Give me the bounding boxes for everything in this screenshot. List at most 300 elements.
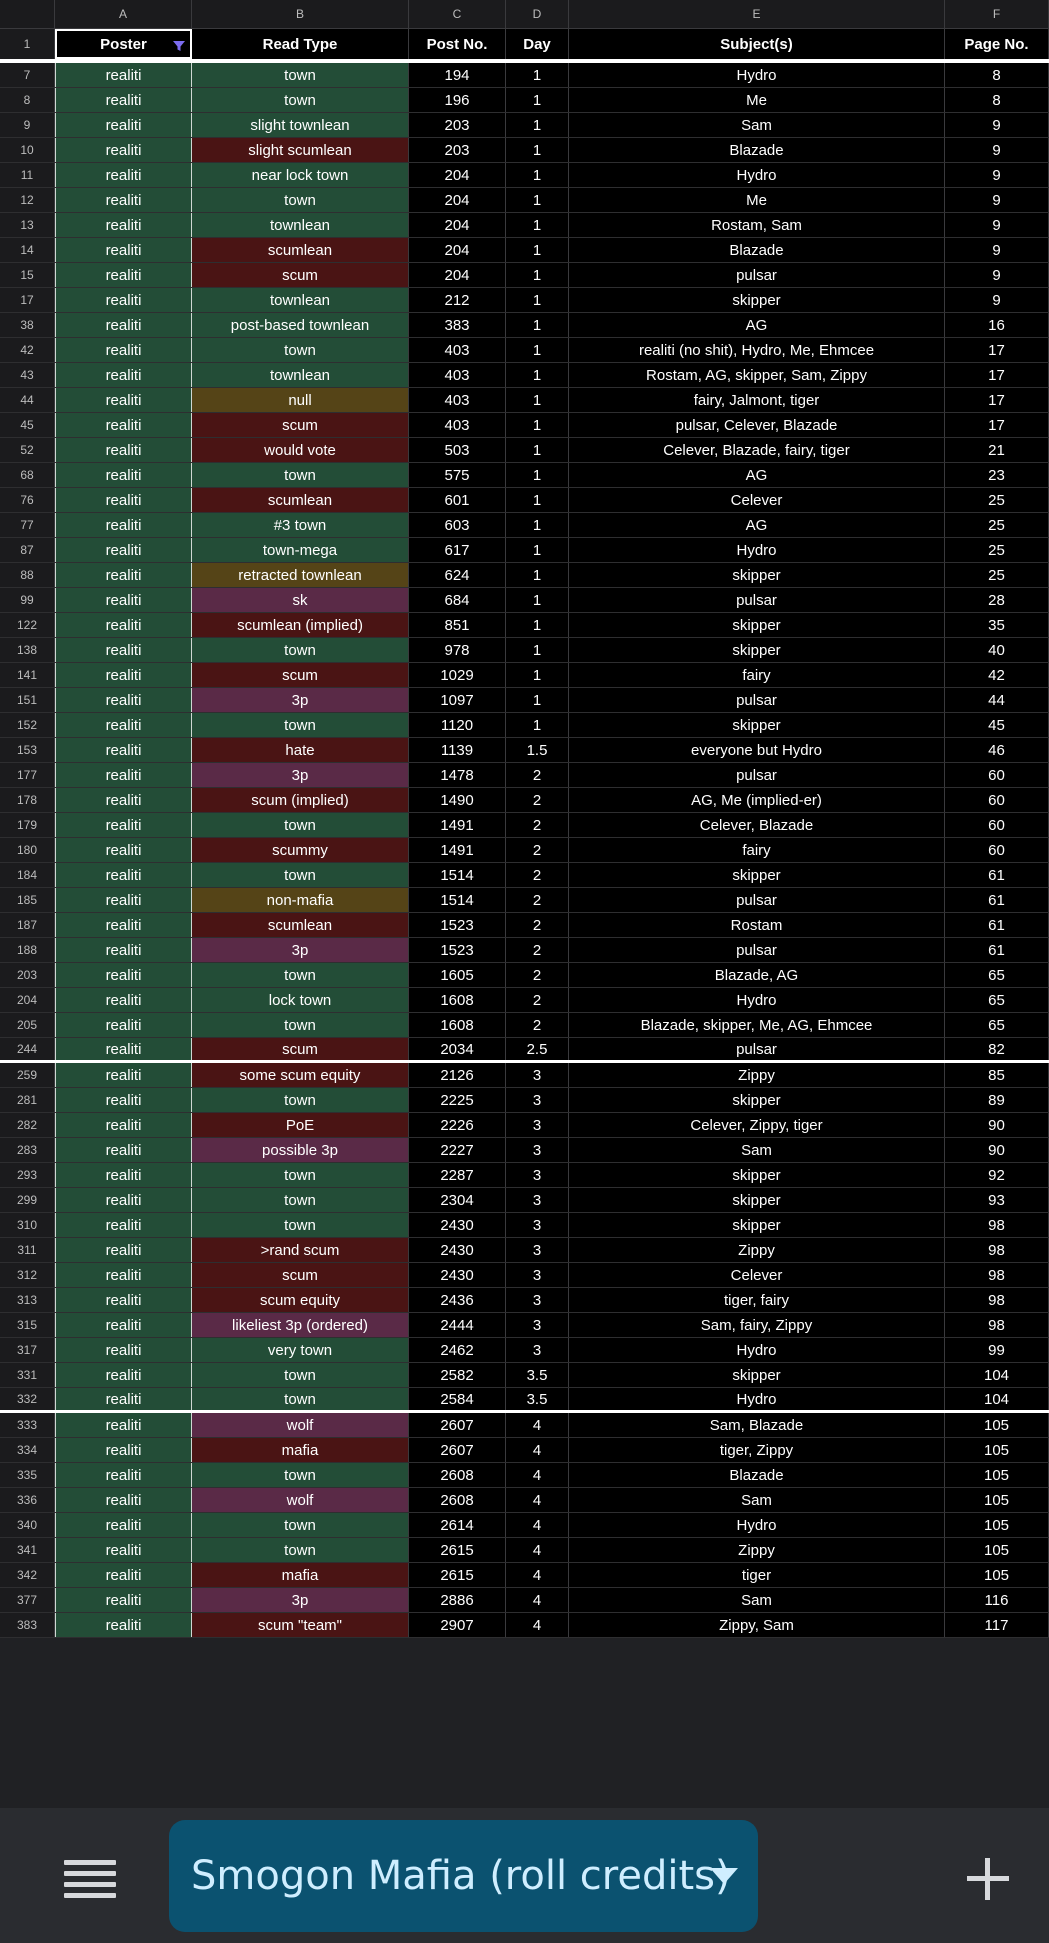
cell-poster[interactable]: realiti xyxy=(55,188,192,212)
cell-day[interactable]: 3 xyxy=(506,1238,569,1262)
cell-poster[interactable]: realiti xyxy=(55,1313,192,1337)
cell-poster[interactable]: realiti xyxy=(55,513,192,537)
sheet-tab[interactable] xyxy=(169,1820,758,1932)
cell-day[interactable]: 4 xyxy=(506,1488,569,1512)
cell-read-type[interactable]: non-mafia xyxy=(192,888,409,912)
cell-poster[interactable]: realiti xyxy=(55,113,192,137)
cell-subjects[interactable]: Blazade xyxy=(569,1463,945,1487)
row-number[interactable]: 152 xyxy=(0,713,55,737)
cell-read-type[interactable]: town xyxy=(192,863,409,887)
cell-day[interactable]: 1 xyxy=(506,488,569,512)
cell-read-type[interactable]: scum xyxy=(192,663,409,687)
cell-day[interactable]: 1 xyxy=(506,338,569,362)
cell-day[interactable]: 4 xyxy=(506,1513,569,1537)
cell-read-type[interactable]: 3p xyxy=(192,1588,409,1612)
cell-page-no[interactable]: 98 xyxy=(945,1238,1049,1262)
cell-page-no[interactable]: 25 xyxy=(945,488,1049,512)
cell-subjects[interactable]: Me xyxy=(569,88,945,112)
cell-day[interactable]: 1.5 xyxy=(506,738,569,762)
cell-poster[interactable]: realiti xyxy=(55,1588,192,1612)
cell-post-no[interactable]: 851 xyxy=(409,613,506,637)
row-number[interactable]: 299 xyxy=(0,1188,55,1212)
cell-page-no[interactable]: 9 xyxy=(945,238,1049,262)
cell-read-type[interactable]: 3p xyxy=(192,938,409,962)
row-number[interactable]: 179 xyxy=(0,813,55,837)
cell-post-no[interactable]: 2226 xyxy=(409,1113,506,1137)
cell-poster[interactable]: realiti xyxy=(55,438,192,462)
cell-page-no[interactable]: 25 xyxy=(945,513,1049,537)
cell-poster[interactable]: realiti xyxy=(55,1413,192,1437)
cell-read-type[interactable]: town xyxy=(192,813,409,837)
cell-page-no[interactable]: 40 xyxy=(945,638,1049,662)
cell-post-no[interactable]: 2907 xyxy=(409,1613,506,1637)
row-number[interactable]: 188 xyxy=(0,938,55,962)
cell-page-no[interactable]: 98 xyxy=(945,1288,1049,1312)
column-letter-b[interactable]: B xyxy=(192,0,409,28)
cell-post-no[interactable]: 2430 xyxy=(409,1238,506,1262)
cell-poster[interactable]: realiti xyxy=(55,813,192,837)
cell-day[interactable]: 1 xyxy=(506,538,569,562)
cell-subjects[interactable]: tiger, fairy xyxy=(569,1288,945,1312)
cell-post-no[interactable]: 1514 xyxy=(409,888,506,912)
cell-day[interactable]: 2 xyxy=(506,938,569,962)
cell-page-no[interactable]: 17 xyxy=(945,338,1049,362)
cell-day[interactable]: 3 xyxy=(506,1288,569,1312)
cell-post-no[interactable]: 1120 xyxy=(409,713,506,737)
cell-page-no[interactable]: 65 xyxy=(945,988,1049,1012)
cell-page-no[interactable]: 16 xyxy=(945,313,1049,337)
cell-read-type[interactable]: very town xyxy=(192,1338,409,1362)
cell-day[interactable]: 4 xyxy=(506,1538,569,1562)
cell-post-no[interactable]: 1523 xyxy=(409,938,506,962)
cell-poster[interactable]: realiti xyxy=(55,913,192,937)
cell-read-type[interactable]: #3 town xyxy=(192,513,409,537)
cell-post-no[interactable]: 204 xyxy=(409,263,506,287)
row-number[interactable]: 259 xyxy=(0,1063,55,1087)
cell-post-no[interactable]: 2608 xyxy=(409,1463,506,1487)
cell-subjects[interactable]: pulsar xyxy=(569,763,945,787)
cell-read-type[interactable]: town xyxy=(192,338,409,362)
cell-poster[interactable]: realiti xyxy=(55,1213,192,1237)
cell-day[interactable]: 4 xyxy=(506,1563,569,1587)
cell-poster[interactable]: realiti xyxy=(55,1613,192,1637)
cell-subjects[interactable]: Hydro xyxy=(569,1513,945,1537)
cell-post-no[interactable]: 624 xyxy=(409,563,506,587)
cell-subjects[interactable]: pulsar xyxy=(569,588,945,612)
cell-day[interactable]: 2 xyxy=(506,988,569,1012)
cell-subjects[interactable]: Sam xyxy=(569,113,945,137)
row-number[interactable]: 180 xyxy=(0,838,55,862)
cell-day[interactable]: 4 xyxy=(506,1613,569,1637)
cell-subjects[interactable]: tiger, Zippy xyxy=(569,1438,945,1462)
cell-subjects[interactable]: Rostam xyxy=(569,913,945,937)
cell-post-no[interactable]: 203 xyxy=(409,138,506,162)
row-number[interactable]: 383 xyxy=(0,1613,55,1637)
cell-day[interactable]: 2 xyxy=(506,763,569,787)
cell-subjects[interactable]: Zippy, Sam xyxy=(569,1613,945,1637)
cell-read-type[interactable]: possible 3p xyxy=(192,1138,409,1162)
filter-icon[interactable] xyxy=(172,39,186,53)
cell-page-no[interactable]: 17 xyxy=(945,388,1049,412)
cell-post-no[interactable]: 2582 xyxy=(409,1363,506,1387)
cell-poster[interactable]: realiti xyxy=(55,1538,192,1562)
cell-read-type[interactable]: town xyxy=(192,963,409,987)
cell-poster[interactable]: realiti xyxy=(55,1463,192,1487)
cell-day[interactable]: 1 xyxy=(506,613,569,637)
cell-read-type[interactable]: scum (implied) xyxy=(192,788,409,812)
cell-page-no[interactable]: 8 xyxy=(945,88,1049,112)
cell-poster[interactable]: realiti xyxy=(55,1288,192,1312)
cell-page-no[interactable]: 9 xyxy=(945,163,1049,187)
row-number[interactable]: 76 xyxy=(0,488,55,512)
cell-day[interactable]: 3.5 xyxy=(506,1388,569,1410)
cell-day[interactable]: 4 xyxy=(506,1588,569,1612)
cell-page-no[interactable]: 28 xyxy=(945,588,1049,612)
cell-subjects[interactable]: AG, Me (implied-er) xyxy=(569,788,945,812)
cell-day[interactable]: 3 xyxy=(506,1113,569,1137)
cell-page-no[interactable]: 46 xyxy=(945,738,1049,762)
cell-page-no[interactable]: 98 xyxy=(945,1263,1049,1287)
row-number[interactable]: 342 xyxy=(0,1563,55,1587)
cell-read-type[interactable]: some scum equity xyxy=(192,1063,409,1087)
cell-page-no[interactable]: 60 xyxy=(945,813,1049,837)
header-subjects[interactable]: Subject(s) xyxy=(569,29,945,59)
cell-day[interactable]: 1 xyxy=(506,163,569,187)
cell-page-no[interactable]: 9 xyxy=(945,188,1049,212)
cell-read-type[interactable]: town xyxy=(192,88,409,112)
cell-subjects[interactable]: skipper xyxy=(569,613,945,637)
cell-page-no[interactable]: 42 xyxy=(945,663,1049,687)
cell-post-no[interactable]: 403 xyxy=(409,338,506,362)
cell-poster[interactable]: realiti xyxy=(55,388,192,412)
cell-poster[interactable]: realiti xyxy=(55,588,192,612)
cell-read-type[interactable]: town xyxy=(192,1013,409,1037)
row-number[interactable]: 377 xyxy=(0,1588,55,1612)
cell-subjects[interactable]: skipper xyxy=(569,563,945,587)
cell-post-no[interactable]: 2126 xyxy=(409,1063,506,1087)
cell-subjects[interactable]: fairy, Jalmont, tiger xyxy=(569,388,945,412)
cell-read-type[interactable]: scum xyxy=(192,263,409,287)
cell-page-no[interactable]: 89 xyxy=(945,1088,1049,1112)
cell-read-type[interactable]: near lock town xyxy=(192,163,409,187)
cell-day[interactable]: 1 xyxy=(506,413,569,437)
cell-subjects[interactable]: tiger xyxy=(569,1563,945,1587)
cell-subjects[interactable]: Me xyxy=(569,188,945,212)
cell-post-no[interactable]: 403 xyxy=(409,363,506,387)
row-number[interactable]: 43 xyxy=(0,363,55,387)
cell-page-no[interactable]: 93 xyxy=(945,1188,1049,1212)
cell-post-no[interactable]: 1605 xyxy=(409,963,506,987)
cell-read-type[interactable]: likeliest 3p (ordered) xyxy=(192,1313,409,1337)
column-letter-e[interactable]: E xyxy=(569,0,945,28)
cell-day[interactable]: 1 xyxy=(506,138,569,162)
cell-post-no[interactable]: 204 xyxy=(409,188,506,212)
cell-page-no[interactable]: 92 xyxy=(945,1163,1049,1187)
cell-subjects[interactable]: Sam, Blazade xyxy=(569,1413,945,1437)
cell-day[interactable]: 3 xyxy=(506,1338,569,1362)
cell-post-no[interactable]: 2227 xyxy=(409,1138,506,1162)
cell-subjects[interactable]: Celever, Blazade xyxy=(569,813,945,837)
cell-post-no[interactable]: 204 xyxy=(409,238,506,262)
cell-page-no[interactable]: 98 xyxy=(945,1313,1049,1337)
row-number[interactable]: 310 xyxy=(0,1213,55,1237)
cell-page-no[interactable]: 9 xyxy=(945,288,1049,312)
plus-icon[interactable] xyxy=(967,1858,1009,1900)
cell-page-no[interactable]: 8 xyxy=(945,63,1049,87)
cell-poster[interactable]: realiti xyxy=(55,1163,192,1187)
cell-page-no[interactable]: 105 xyxy=(945,1463,1049,1487)
cell-read-type[interactable]: wolf xyxy=(192,1488,409,1512)
cell-post-no[interactable]: 203 xyxy=(409,113,506,137)
cell-read-type[interactable]: town xyxy=(192,1188,409,1212)
cell-post-no[interactable]: 1139 xyxy=(409,738,506,762)
cell-day[interactable]: 1 xyxy=(506,113,569,137)
cell-page-no[interactable]: 35 xyxy=(945,613,1049,637)
cell-subjects[interactable]: Sam xyxy=(569,1138,945,1162)
cell-read-type[interactable]: mafia xyxy=(192,1563,409,1587)
cell-post-no[interactable]: 2607 xyxy=(409,1413,506,1437)
cell-subjects[interactable]: skipper xyxy=(569,638,945,662)
cell-poster[interactable]: realiti xyxy=(55,313,192,337)
cell-subjects[interactable]: Hydro xyxy=(569,63,945,87)
cell-subjects[interactable]: everyone but Hydro xyxy=(569,738,945,762)
cell-post-no[interactable]: 2584 xyxy=(409,1388,506,1410)
cell-subjects[interactable]: pulsar xyxy=(569,938,945,962)
cell-post-no[interactable]: 2287 xyxy=(409,1163,506,1187)
cell-post-no[interactable]: 1608 xyxy=(409,988,506,1012)
column-letter-d[interactable]: D xyxy=(506,0,569,28)
cell-poster[interactable]: realiti xyxy=(55,413,192,437)
cell-post-no[interactable]: 2304 xyxy=(409,1188,506,1212)
cell-post-no[interactable]: 978 xyxy=(409,638,506,662)
cell-subjects[interactable]: fairy xyxy=(569,663,945,687)
cell-page-no[interactable]: 104 xyxy=(945,1388,1049,1410)
row-number[interactable]: 138 xyxy=(0,638,55,662)
cell-read-type[interactable]: retracted townlean xyxy=(192,563,409,587)
cell-page-no[interactable]: 116 xyxy=(945,1588,1049,1612)
cell-page-no[interactable]: 17 xyxy=(945,363,1049,387)
row-number[interactable]: 178 xyxy=(0,788,55,812)
cell-subjects[interactable]: Zippy xyxy=(569,1238,945,1262)
cell-day[interactable]: 3 xyxy=(506,1263,569,1287)
cell-subjects[interactable]: Celever xyxy=(569,488,945,512)
corner-cell[interactable] xyxy=(0,0,55,28)
row-number[interactable]: 9 xyxy=(0,113,55,137)
cell-read-type[interactable]: townlean xyxy=(192,213,409,237)
row-number[interactable]: 340 xyxy=(0,1513,55,1537)
cell-subjects[interactable]: pulsar xyxy=(569,1038,945,1060)
cell-day[interactable]: 1 xyxy=(506,713,569,737)
row-number[interactable]: 312 xyxy=(0,1263,55,1287)
row-number[interactable]: 185 xyxy=(0,888,55,912)
cell-poster[interactable]: realiti xyxy=(55,613,192,637)
row-number[interactable]: 335 xyxy=(0,1463,55,1487)
cell-post-no[interactable]: 575 xyxy=(409,463,506,487)
row-number[interactable]: 283 xyxy=(0,1138,55,1162)
cell-subjects[interactable]: Blazade, skipper, Me, AG, Ehmcee xyxy=(569,1013,945,1037)
cell-day[interactable]: 1 xyxy=(506,88,569,112)
row-number[interactable]: 10 xyxy=(0,138,55,162)
cell-subjects[interactable]: skipper xyxy=(569,1088,945,1112)
cell-day[interactable]: 1 xyxy=(506,288,569,312)
cell-subjects[interactable]: Hydro xyxy=(569,988,945,1012)
cell-read-type[interactable]: scumlean xyxy=(192,488,409,512)
cell-page-no[interactable]: 104 xyxy=(945,1363,1049,1387)
cell-poster[interactable]: realiti xyxy=(55,713,192,737)
cell-day[interactable]: 3.5 xyxy=(506,1363,569,1387)
cell-subjects[interactable]: AG xyxy=(569,313,945,337)
cell-post-no[interactable]: 2608 xyxy=(409,1488,506,1512)
cell-post-no[interactable]: 212 xyxy=(409,288,506,312)
cell-day[interactable]: 1 xyxy=(506,563,569,587)
cell-post-no[interactable]: 2886 xyxy=(409,1588,506,1612)
cell-page-no[interactable]: 105 xyxy=(945,1413,1049,1437)
cell-subjects[interactable]: Sam, fairy, Zippy xyxy=(569,1313,945,1337)
cell-subjects[interactable]: Hydro xyxy=(569,163,945,187)
cell-poster[interactable]: realiti xyxy=(55,963,192,987)
cell-read-type[interactable]: 3p xyxy=(192,688,409,712)
cell-page-no[interactable]: 105 xyxy=(945,1563,1049,1587)
cell-day[interactable]: 1 xyxy=(506,513,569,537)
column-letter-a[interactable]: A xyxy=(55,0,192,28)
cell-read-type[interactable]: slight scumlean xyxy=(192,138,409,162)
cell-page-no[interactable]: 25 xyxy=(945,538,1049,562)
cell-poster[interactable]: realiti xyxy=(55,488,192,512)
cell-poster[interactable]: realiti xyxy=(55,538,192,562)
cell-day[interactable]: 2 xyxy=(506,863,569,887)
cell-read-type[interactable]: town xyxy=(192,1363,409,1387)
cell-poster[interactable]: realiti xyxy=(55,1013,192,1037)
row-number[interactable]: 88 xyxy=(0,563,55,587)
row-number[interactable]: 187 xyxy=(0,913,55,937)
cell-day[interactable]: 1 xyxy=(506,438,569,462)
cell-subjects[interactable]: Celever xyxy=(569,1263,945,1287)
cell-page-no[interactable]: 61 xyxy=(945,938,1049,962)
cell-post-no[interactable]: 2462 xyxy=(409,1338,506,1362)
cell-day[interactable]: 1 xyxy=(506,363,569,387)
cell-page-no[interactable]: 60 xyxy=(945,763,1049,787)
cell-read-type[interactable]: town xyxy=(192,1538,409,1562)
cell-read-type[interactable]: null xyxy=(192,388,409,412)
cell-read-type[interactable]: town xyxy=(192,713,409,737)
cell-subjects[interactable]: Rostam, AG, skipper, Sam, Zippy xyxy=(569,363,945,387)
cell-subjects[interactable]: AG xyxy=(569,463,945,487)
cell-page-no[interactable]: 61 xyxy=(945,863,1049,887)
row-number[interactable]: 77 xyxy=(0,513,55,537)
cell-page-no[interactable]: 82 xyxy=(945,1038,1049,1060)
cell-poster[interactable]: realiti xyxy=(55,788,192,812)
cell-page-no[interactable]: 105 xyxy=(945,1438,1049,1462)
cell-page-no[interactable]: 61 xyxy=(945,913,1049,937)
row-number[interactable]: 334 xyxy=(0,1438,55,1462)
cell-poster[interactable]: realiti xyxy=(55,563,192,587)
cell-page-no[interactable]: 61 xyxy=(945,888,1049,912)
cell-post-no[interactable]: 403 xyxy=(409,388,506,412)
cell-read-type[interactable]: townlean xyxy=(192,363,409,387)
cell-poster[interactable]: realiti xyxy=(55,1063,192,1087)
row-number[interactable]: 331 xyxy=(0,1363,55,1387)
row-number[interactable]: 44 xyxy=(0,388,55,412)
cell-poster[interactable]: realiti xyxy=(55,1488,192,1512)
cell-subjects[interactable]: pulsar xyxy=(569,688,945,712)
cell-read-type[interactable]: town xyxy=(192,1088,409,1112)
cell-day[interactable]: 3 xyxy=(506,1163,569,1187)
cell-post-no[interactable]: 1029 xyxy=(409,663,506,687)
cell-post-no[interactable]: 2034 xyxy=(409,1038,506,1060)
row-number[interactable]: 204 xyxy=(0,988,55,1012)
row-number[interactable]: 336 xyxy=(0,1488,55,1512)
row-number[interactable]: 87 xyxy=(0,538,55,562)
cell-read-type[interactable]: mafia xyxy=(192,1438,409,1462)
row-number[interactable]: 177 xyxy=(0,763,55,787)
row-number[interactable]: 153 xyxy=(0,738,55,762)
cell-day[interactable]: 3 xyxy=(506,1213,569,1237)
row-number[interactable]: 313 xyxy=(0,1288,55,1312)
cell-subjects[interactable]: skipper xyxy=(569,1188,945,1212)
cell-poster[interactable]: realiti xyxy=(55,1038,192,1060)
cell-poster[interactable]: realiti xyxy=(55,863,192,887)
cell-read-type[interactable]: 3p xyxy=(192,763,409,787)
cell-page-no[interactable]: 9 xyxy=(945,138,1049,162)
row-number[interactable]: 17 xyxy=(0,288,55,312)
cell-read-type[interactable]: scum equity xyxy=(192,1288,409,1312)
cell-poster[interactable]: realiti xyxy=(55,63,192,87)
cell-read-type[interactable]: scumlean xyxy=(192,913,409,937)
row-number[interactable]: 293 xyxy=(0,1163,55,1187)
header-poster[interactable] xyxy=(55,29,192,59)
cell-page-no[interactable]: 9 xyxy=(945,213,1049,237)
cell-post-no[interactable]: 1478 xyxy=(409,763,506,787)
row-number[interactable]: 14 xyxy=(0,238,55,262)
cell-subjects[interactable]: Blazade xyxy=(569,238,945,262)
hamburger-menu-icon[interactable] xyxy=(64,1860,116,1900)
cell-day[interactable]: 1 xyxy=(506,463,569,487)
cell-read-type[interactable]: town xyxy=(192,1463,409,1487)
cell-post-no[interactable]: 2436 xyxy=(409,1288,506,1312)
cell-poster[interactable]: realiti xyxy=(55,1138,192,1162)
cell-page-no[interactable]: 105 xyxy=(945,1488,1049,1512)
cell-poster[interactable]: realiti xyxy=(55,363,192,387)
row-number[interactable]: 45 xyxy=(0,413,55,437)
row-number[interactable]: 42 xyxy=(0,338,55,362)
cell-page-no[interactable]: 90 xyxy=(945,1138,1049,1162)
row-number[interactable]: 122 xyxy=(0,613,55,637)
cell-read-type[interactable]: town xyxy=(192,188,409,212)
cell-poster[interactable]: realiti xyxy=(55,663,192,687)
cell-page-no[interactable]: 98 xyxy=(945,1213,1049,1237)
cell-poster[interactable]: realiti xyxy=(55,1563,192,1587)
row-number[interactable]: 8 xyxy=(0,88,55,112)
cell-read-type[interactable]: slight townlean xyxy=(192,113,409,137)
cell-day[interactable]: 1 xyxy=(506,663,569,687)
cell-read-type[interactable]: town xyxy=(192,1513,409,1537)
cell-post-no[interactable]: 617 xyxy=(409,538,506,562)
header-post-no[interactable]: Post No. xyxy=(409,29,506,59)
cell-poster[interactable]: realiti xyxy=(55,638,192,662)
cell-poster[interactable]: realiti xyxy=(55,238,192,262)
cell-read-type[interactable]: sk xyxy=(192,588,409,612)
row-number[interactable]: 11 xyxy=(0,163,55,187)
cell-post-no[interactable]: 1523 xyxy=(409,913,506,937)
cell-page-no[interactable]: 44 xyxy=(945,688,1049,712)
cell-subjects[interactable]: Blazade, AG xyxy=(569,963,945,987)
cell-read-type[interactable]: townlean xyxy=(192,288,409,312)
cell-poster[interactable]: realiti xyxy=(55,1113,192,1137)
cell-subjects[interactable]: skipper xyxy=(569,1363,945,1387)
cell-day[interactable]: 4 xyxy=(506,1413,569,1437)
cell-poster[interactable]: realiti xyxy=(55,888,192,912)
cell-subjects[interactable]: Sam xyxy=(569,1588,945,1612)
